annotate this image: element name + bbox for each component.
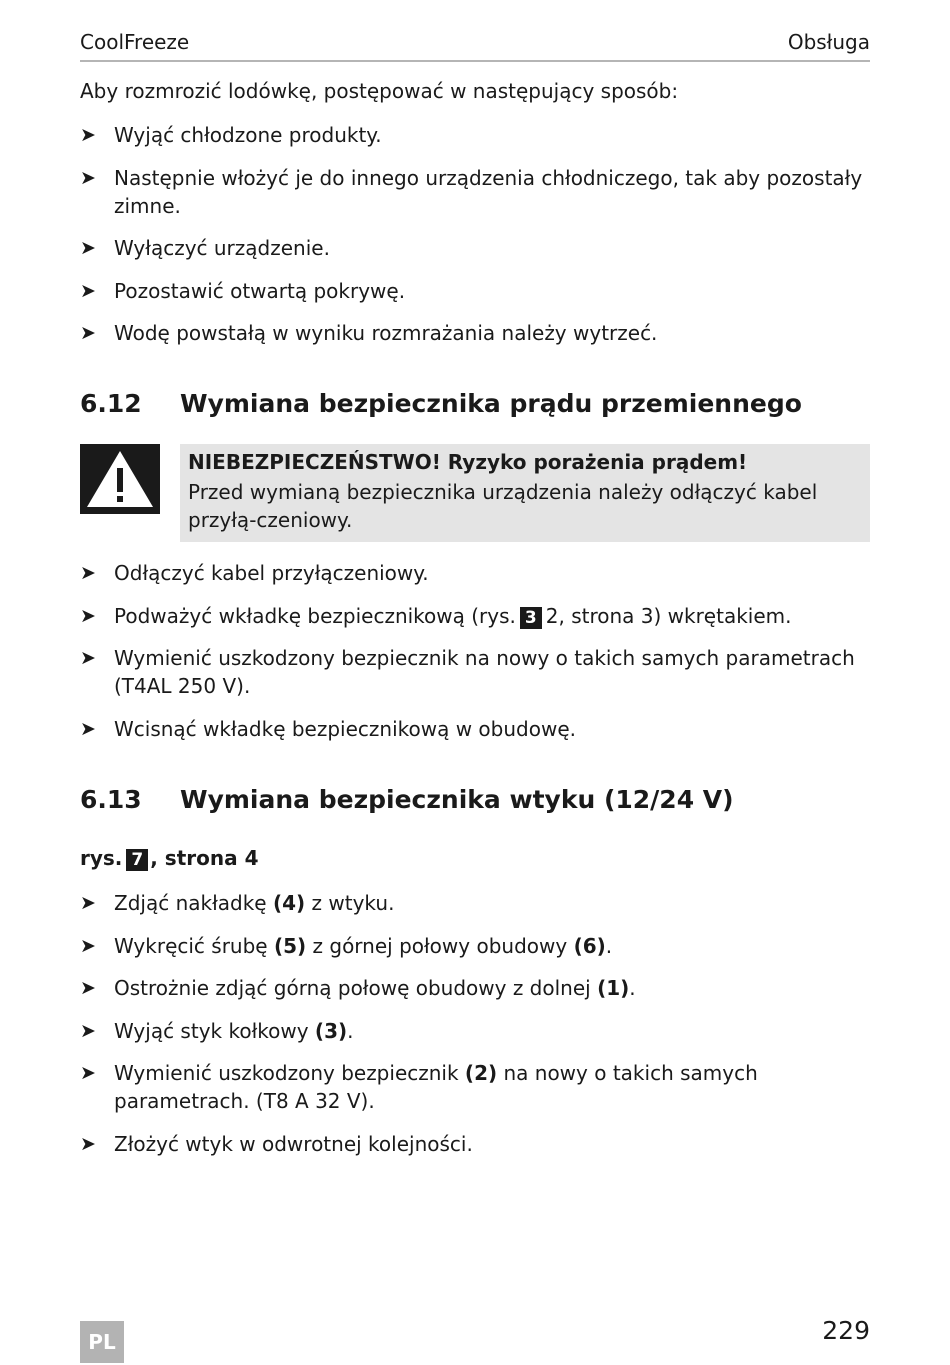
list-item: ➤ Wykręcić śrubę (5) z górnej połowy obudowy (6). — [80, 933, 613, 958]
arrow-icon: ➤ — [80, 166, 96, 189]
header-section-name: Obsługa — [787, 30, 870, 54]
arrow-icon: ➤ — [80, 237, 96, 259]
danger-notice — [180, 444, 870, 542]
language-badge: PL — [80, 1321, 124, 1363]
list-item: ➤ Ostrożnie zdjąć górną połowę obudowy z dolnej (1). — [80, 976, 636, 1000]
list-item: ➤ Odłączyć kabel przyłączeniowy. — [80, 561, 429, 585]
section-title: Wymiana bezpiecznika wtyku (12/24 V) — [180, 785, 734, 814]
intro-text: Aby rozmrozić lodówkę, postępować w następujący sposób: — [80, 79, 679, 103]
list-item: ➤ Wymienić uszkodzony bezpiecznik na nowy o takich samych parametrach (T4AL 250 V). — [80, 646, 855, 698]
arrow-icon: ➤ — [80, 604, 96, 627]
arrow-icon: ➤ — [80, 977, 96, 999]
figure-number-badge: 3 — [520, 607, 542, 629]
fuse-plug-steps-list — [80, 889, 870, 1172]
arrow-icon: ➤ — [80, 1132, 96, 1155]
fuse-ac-steps-list — [80, 559, 870, 757]
list-item: ➤ Wymienić uszkodzony bezpiecznik (2) na nowy o takich samych parametrach. (T8 A 32 V). — [80, 1061, 758, 1113]
section-number: 6.13 — [80, 785, 142, 814]
figure-number-badge: 7 — [126, 849, 148, 871]
arrow-icon: ➤ — [80, 124, 96, 146]
list-item: ➤ Pozostawić otwartą pokrywę. — [80, 278, 406, 303]
danger-text: Przed wymianą bezpiecznika urządzenia należy odłączyć kabel przyłą-czeniowy. — [188, 480, 818, 532]
arrow-icon: ➤ — [80, 322, 96, 344]
page-header — [80, 28, 870, 62]
list-item: ➤ Zdjąć nakładkę (4) z wtyku. — [80, 891, 395, 915]
list-item: ➤ Wcisnąć wkładkę bezpiecznikową w obudowę. — [80, 716, 576, 741]
list-item: ➤ Wyłączyć urządzenie. — [80, 236, 330, 260]
arrow-icon: ➤ — [80, 934, 96, 957]
list-item: ➤ Wodę powstałą w wyniku rozmrażania należy wytrzeć. — [80, 321, 658, 345]
figure-reference: rys. 7 , strona 4 — [80, 846, 259, 870]
arrow-icon: ➤ — [80, 279, 96, 302]
defrost-steps-list — [80, 121, 870, 362]
page-number: 229 — [822, 1316, 870, 1345]
arrow-icon: ➤ — [80, 717, 96, 740]
arrow-icon: ➤ — [80, 562, 96, 584]
arrow-icon: ➤ — [80, 1062, 96, 1084]
arrow-icon: ➤ — [80, 1019, 96, 1042]
warning-triangle-icon — [80, 444, 160, 514]
list-item: ➤ Wyjąć chłodzone produkty. — [80, 123, 382, 147]
header-product-name: CoolFreeze — [80, 30, 190, 54]
danger-title: NIEBEZPIECZEŃSTWO! Ryzyko porażenia prądem! — [188, 450, 748, 474]
list-item: ➤ Złożyć wtyk w odwrotnej kolejności. — [80, 1131, 473, 1156]
section-number: 6.12 — [80, 389, 142, 418]
list-item: ➤ Wyjąć styk kołkowy (3). — [80, 1018, 354, 1043]
arrow-icon: ➤ — [80, 647, 96, 669]
list-item: ➤ Podważyć wkładkę bezpiecznikową (rys. 3 2, strona 3) wkrętakiem. — [80, 603, 792, 628]
arrow-icon: ➤ — [80, 892, 96, 914]
list-item: ➤ Następnie włożyć je do innego urządzenia chłodniczego, tak aby pozostały zimne. — [80, 165, 863, 218]
section-title: Wymiana bezpiecznika prądu przemiennego — [180, 389, 802, 418]
